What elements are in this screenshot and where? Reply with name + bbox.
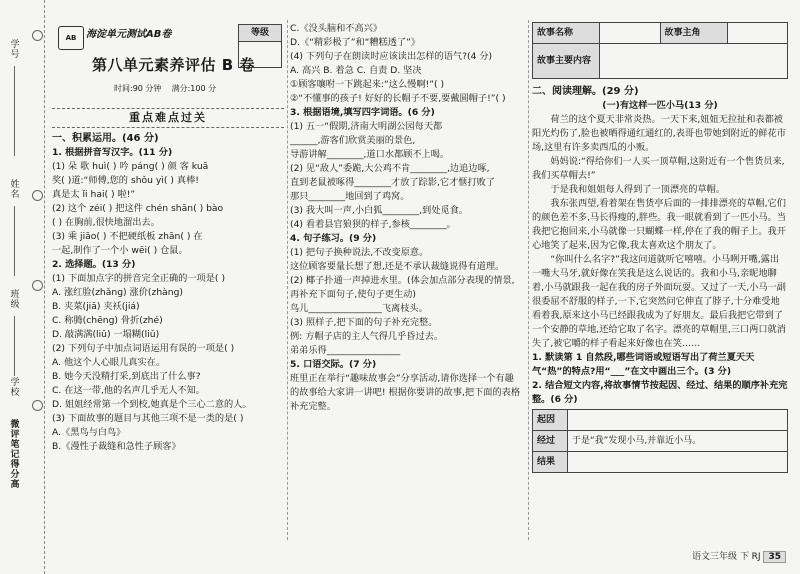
question-line: ( ) 在胸前,很快地溜出去。 — [52, 217, 160, 228]
plot-table — [532, 409, 788, 473]
page-footer — [692, 549, 786, 562]
question-line: B. 她今天没精打采,到底出了什么事? — [52, 371, 201, 382]
question-line: (3) 照样子,把下面的句子补充完整。 — [290, 317, 438, 328]
question-line: D. 敲满满(liǔ) 一塌糊(liǔ) — [52, 329, 160, 340]
question-line: A. 他这个人心眼儿真实在。 — [52, 357, 166, 368]
story-table — [532, 22, 788, 79]
story-hero-field[interactable] — [727, 23, 788, 44]
question-line: 奖( )道:“师傅,您的 shǒu yì( ) 真棒! — [52, 175, 199, 186]
question-line: ①顾客嚷咐一下跳起来:“这么慢啊!”( ) — [290, 79, 445, 90]
passage-paragraph: 荷兰的这个夏天非常炎热。一天下来,妞妞无拉扯和表都被阳光灼伤了,脸也被晒得通红通红的,表哥也带她到附近的鲜花市场,这里有许多卖西瓜的小贩。 — [532, 114, 786, 153]
passage-paragraph: 妈妈说:“得给你们一人买一顶草帽,这附近有一个售货员来,我们买草帽去!” — [532, 156, 785, 181]
question-line: 5. 口语交际。(7 分) — [290, 359, 377, 370]
column-middle — [290, 22, 522, 414]
question-line: D. 姐姐经常第一个到校,她真是个三心二意的人。 — [52, 399, 252, 410]
reading-section-title: 二、阅读理解。(29 分) — [532, 86, 639, 97]
question-line: 3. 根据语境,填写四字词语。(6 分) — [290, 107, 435, 118]
plot-cause-field[interactable] — [568, 410, 788, 431]
question-line: 鸟儿________________飞离枝头。 — [290, 303, 428, 314]
question-line: ______,游客们欣赏美丽的景色, — [290, 135, 416, 146]
plot-result-field[interactable] — [568, 452, 788, 473]
question-line: (2) 下列句子中加点词语运用有误的一项是( ) — [52, 343, 235, 354]
column-middle-body — [290, 22, 522, 414]
column-divider — [528, 20, 529, 540]
question-line: 这位顾客要量长想了想,还是不承认裁缝说得有道理。 — [290, 261, 505, 272]
plot-result-label: 结果 — [533, 452, 568, 473]
binding-margin — [0, 0, 45, 574]
name-line — [14, 206, 15, 276]
footer-subject: 语文三年级 下 RJ — [691, 552, 761, 562]
question-line: (1) 下面加点字的拼音完全正确的一项是( ) — [52, 273, 226, 284]
column-left-body — [52, 132, 284, 454]
question-line: (1) 朵 歌 huì( ) 吟 páng( ) 颜 客 kuā — [52, 161, 209, 172]
question-line: (2) 见“敌人”委跪,大公鸡不肯________,边追边啄, — [290, 163, 490, 174]
question-line: 弟弟乐得________________ — [290, 345, 401, 356]
question-line: (3) 我大叫一声,小白狐________,到处觅食。 — [290, 205, 468, 216]
plot-process-label: 经过 — [533, 431, 568, 452]
label-id: 学号 — [10, 40, 20, 60]
binding-hole — [32, 280, 43, 291]
question-line: (4) 下列句子在朗读时应该读出怎样的语气?(4 分) — [290, 51, 493, 62]
question-line: (2) 这个 zéi( ) 把这件 chén shān( ) bào — [52, 203, 224, 214]
brand-logo: AB — [58, 26, 84, 50]
reading-subtitle: (一)有这样一匹小马(13 分) — [602, 100, 718, 111]
full-score: 满分:100 分 — [171, 84, 217, 93]
question-line: 导游讲解________,道口水都顾不上喝。 — [290, 149, 450, 160]
passage-paragraph: “你叫什么名字?”我这问道就听它嘻嘻。小马咧开嘴,露出一嘴大马牙,就好像在笑我是这么说话的。我和小马,亲昵地聊着,小马就跟我一起在我的房子外面玩耍。又过了一天,小马一副很委屈不舒服的样子,一下,它突然问它伸直了脖子,十分难受地看着我,原来这小马已经跟我成为了好朋友。最后我把它带到了一个安静的草地,还给它取了名字。漂亮的草帽里,三口两口就消失了,被它嚼的样子看起来好像也在笑…… — [532, 254, 786, 349]
class-line — [14, 316, 15, 376]
binding-hole — [32, 30, 43, 41]
question-line: 直到老鼠被啄得________才放了踪影,它才惬打败了 — [290, 177, 496, 188]
page-number: 35 — [763, 551, 786, 563]
reading-question-1: 1. 默读第 1 自然段,哪些词语或短语写出了荷兰夏天天气“热”的特点?用“___”在文中画出三个。(3 分) — [532, 352, 755, 377]
question-line: (3) 乘 jiāo( ) 不把硬纸板 zhān( ) 在 — [52, 231, 203, 242]
question-line: 一、积累运用。(46 分) — [52, 133, 159, 144]
question-line: 2. 选择题。(13 分) — [52, 259, 136, 270]
question-line: 1. 根据拼音写汉字。(11 分) — [52, 147, 173, 158]
question-line: (1) 把句子换种说法,不改变原意。 — [290, 247, 429, 258]
question-line: B. 夹菜(jiā) 夹袄(jiá) — [52, 301, 140, 312]
question-line: C.《没头脑和不高兴》 — [290, 23, 383, 34]
time-limit: 时间:90 分钟 — [114, 84, 162, 93]
label-name: 姓名 — [10, 180, 20, 200]
question-line: 4. 句子练习。(9 分) — [290, 233, 377, 244]
paper-title: 第八单元素养评估 B 卷 — [92, 56, 255, 74]
question-line: C. 在这一带,他的名声几乎无人不知。 — [52, 385, 205, 396]
plot-cause-label: 起因 — [533, 410, 568, 431]
question-line: D.《“精彩极了”和“糟糕透了”》 — [290, 37, 421, 48]
question-line: A. 涨红脸(zhǎng) 涨价(zhàng) — [52, 287, 184, 298]
question-line: 一起,制作了一个小 wēi( ) 仓鼠。 — [52, 245, 188, 256]
side-text: 微评笔记 得分高 — [10, 420, 20, 490]
column-right — [532, 22, 788, 473]
id-line — [14, 66, 15, 156]
story-content-label: 故事主要内容 — [533, 44, 600, 79]
question-line: (1) 五一“假期,济南大明湖公园每天都 — [290, 121, 443, 132]
question-line: A. 高兴 B. 着急 C. 自责 D. 坚决 — [290, 65, 422, 76]
story-content-field[interactable] — [600, 44, 788, 79]
reading-question-2: 2. 结合短文内容,将故事情节按起因、经过、结果的顺序补充完整。(6 分) — [532, 380, 788, 405]
label-class: 班级 — [10, 290, 20, 310]
question-line: (3) 下面故事的题目与其他三项不是一类的是( ) — [52, 413, 244, 424]
question-line: A.《黑鸟与白鸟》 — [52, 427, 126, 438]
story-hero-label: 故事主角 — [660, 23, 727, 44]
column-left — [52, 22, 284, 454]
reading-passage — [532, 113, 788, 351]
question-line: 例: 方帽子店的主人气得几乎昏过去。 — [290, 331, 444, 342]
question-line: 班里正在举行“趣味故事会”分享活动,请你选择一个有趣的故事给大家讲一讲吧! 根据你要讲的故事,把下面的表格补充完整。 — [290, 373, 521, 412]
binding-hole — [32, 190, 43, 201]
question-line: 那只________地回到了鸡窝。 — [290, 191, 410, 202]
passage-paragraph: 我东张西望,看着架在售货亭后面的一排排漂亮的草帽,它们的颜色差不多,马长得瘦的,胖些。我一眼就看到了一匹小马。当我把它抱回来,小马就像一只蝴蝶一样,停在了我的帽子上。我开心地笑了起来,因为它像,我太喜欢这个朋友了。 — [532, 198, 786, 251]
paper-header — [52, 22, 284, 104]
question-line: C. 称腾(chēng) 骨折(zhé) — [52, 315, 163, 326]
grade-label: 等级 — [239, 25, 281, 42]
story-name-label: 故事名称 — [533, 23, 600, 44]
passage-paragraph: 于是我和姐姐每人得到了一顶漂亮的草帽。 — [550, 184, 725, 195]
binding-hole — [32, 400, 43, 411]
question-line: B.《漫性子裁缝和急性子顾客》 — [52, 441, 181, 452]
story-name-field[interactable] — [600, 23, 661, 44]
question-line: (4) 看着县官狼狈的样子,参核________。 — [290, 219, 456, 230]
question-line: (2) 椰子扑通一声掉进水里。(体会加点部分表现的情景,再补充下面句子,使句子更生动) — [290, 275, 515, 300]
brand-name: 海淀单元测试AB卷 — [86, 29, 172, 40]
plot-process-field: 于是“我”发现小马,并靠近小马。 — [568, 431, 788, 452]
question-line: ②“不懂事的孩子! 好好的长帽子不要,要戴圆帽子!”( ) — [290, 93, 506, 104]
question-line: 真是太 ǐi hai( ) 啦!” — [52, 189, 136, 200]
column-divider — [287, 20, 288, 540]
paper-meta — [114, 82, 216, 96]
section-banner: 重点难点过关 — [52, 108, 284, 128]
label-school: 学校 — [10, 378, 20, 398]
